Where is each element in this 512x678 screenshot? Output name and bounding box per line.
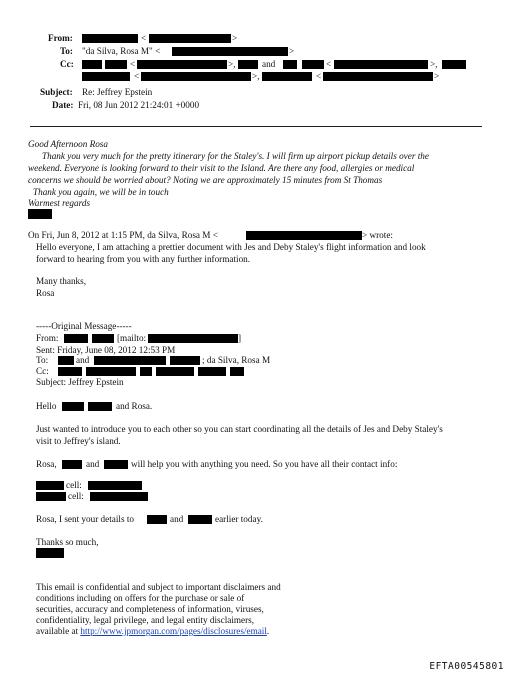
orig-hello: Hello	[36, 401, 57, 411]
from-label: From:	[48, 33, 73, 43]
bracket: <	[141, 33, 147, 43]
quoted-thanks: Many thanks,	[36, 276, 87, 286]
redaction	[148, 334, 238, 343]
orig-to-rest: ; da Silva, Rosa M	[202, 355, 271, 365]
orig-intro: Just wanted to introduce you to each other so you can start coordinating all the details of Jes and Deby Staley's	[36, 424, 443, 434]
cell-label: cell:	[68, 491, 84, 501]
reply-line: Thank you very much for the pretty itinerary for the Staley's. I will firm up airport pickup details over the	[42, 151, 429, 161]
redaction	[147, 515, 167, 524]
bracket: >,	[252, 71, 260, 81]
original-divider: -----Original Message-----	[36, 321, 132, 331]
bracket: >	[434, 71, 440, 81]
redaction	[86, 367, 136, 376]
redaction	[188, 515, 212, 524]
cc-label: Cc:	[60, 59, 74, 69]
redaction	[323, 72, 433, 81]
date-value: Fri, 08 Jun 2012 21:24:01 +0000	[78, 100, 200, 110]
redaction	[246, 231, 362, 240]
disclosures-link[interactable]: http://www.jpmorgan.com/pages/disclosures/email	[80, 626, 267, 636]
reply-line: weekend. Everyone is looking forward to their visit to the Island. Are there any food, allergies or medical	[28, 163, 415, 173]
orig-rosa-help: will help you with anything you need. So you have all their contact info:	[131, 459, 398, 469]
orig-sent: Sent: Friday, June 08, 2012 12:53 PM	[36, 345, 176, 355]
disclaimer-last-line	[36, 626, 269, 637]
to-label: To:	[60, 46, 73, 56]
to-value: "da Silva, Rosa M" <	[82, 46, 161, 56]
orig-hello-and: and Rosa.	[116, 401, 153, 411]
bracket: <	[326, 59, 332, 69]
subject-label: Subject:	[40, 87, 73, 97]
redaction	[140, 367, 152, 376]
header-divider	[30, 126, 482, 127]
date-label: Date:	[52, 100, 74, 110]
orig-to-and: and	[76, 355, 90, 365]
bracket: <	[134, 71, 140, 81]
reply-closing: Warmest regards	[28, 198, 91, 208]
redaction	[198, 367, 226, 376]
redaction	[283, 60, 297, 69]
redaction	[64, 334, 88, 343]
redaction	[58, 356, 74, 365]
cell-label: cell:	[66, 480, 82, 490]
reply-greeting: Good Afternoon Rosa	[28, 139, 108, 149]
quoted-intro-suffix: > wrote:	[362, 230, 393, 240]
orig-sent-and: and	[170, 514, 184, 524]
disclaimer-line: conditions including on offers for the purchase or sale of	[36, 593, 245, 603]
disclaimer-prefix: available at	[36, 626, 81, 636]
bracket: >,	[228, 59, 236, 69]
document-id: EFTA00545801	[429, 661, 504, 672]
redaction	[88, 481, 142, 490]
orig-mailto-end: ]	[238, 333, 242, 343]
subject-value: Re: Jeffrey Epstein	[82, 87, 153, 97]
redaction	[334, 60, 428, 69]
orig-thanks: Thanks so much,	[36, 537, 99, 547]
redaction	[82, 60, 102, 69]
redacted-signature	[28, 209, 52, 219]
redaction	[62, 460, 82, 469]
redaction	[104, 460, 128, 469]
bracket: <	[130, 59, 136, 69]
redaction	[36, 492, 66, 501]
redacted-signature	[36, 548, 64, 558]
reply-line: Thank you again, we will be in touch	[33, 187, 169, 197]
redaction	[141, 72, 251, 81]
redaction	[90, 492, 148, 501]
redaction	[137, 60, 227, 69]
bracket: >,	[430, 59, 438, 69]
orig-rosa-and: and	[86, 459, 100, 469]
redaction	[92, 334, 114, 343]
redaction	[172, 47, 288, 56]
redaction	[62, 402, 84, 411]
orig-rosa: Rosa,	[36, 459, 57, 469]
redaction	[94, 356, 166, 365]
orig-cc-label: Cc:	[36, 366, 49, 376]
redaction	[170, 356, 200, 365]
redaction	[88, 402, 112, 411]
redaction	[230, 367, 244, 376]
bracket: >	[289, 46, 295, 56]
orig-sent-details: Rosa, I sent your details to	[36, 514, 134, 524]
cc-and: and	[262, 59, 276, 69]
bracket: >	[232, 33, 238, 43]
redaction	[302, 60, 324, 69]
orig-to-label: To:	[36, 355, 49, 365]
redaction	[82, 72, 130, 81]
disclaimer-suffix: .	[266, 626, 270, 636]
orig-intro: visit to Jeffrey's island.	[36, 436, 121, 446]
quoted-name: Rosa	[36, 288, 55, 298]
redaction	[156, 367, 194, 376]
orig-from-label: From:	[36, 333, 59, 343]
orig-subject: Subject: Jeffrey Epstein	[36, 377, 124, 387]
bracket: <	[316, 71, 322, 81]
orig-mailto: [mailto:	[117, 333, 147, 343]
redaction	[238, 60, 258, 69]
disclaimer-line: securities, accuracy and completeness of information, viruses,	[36, 604, 264, 614]
redaction	[105, 60, 127, 69]
orig-sent-today: earlier today.	[215, 514, 263, 524]
quoted-body: Hello everyone, I am attaching a prettier document with Jes and Deby Staley's flight information and look	[36, 242, 426, 252]
quoted-intro: On Fri, Jun 8, 2012 at 1:15 PM, da Silva, Rosa M <	[28, 230, 218, 240]
redaction	[82, 34, 138, 43]
redaction	[36, 481, 64, 490]
quoted-body: forward to hearing from you with any further information.	[36, 254, 251, 264]
redaction	[149, 34, 231, 43]
redaction	[442, 60, 466, 69]
reply-line: concerns we should be worried about? Noting we are approximately 15 minutes from St Thomas	[28, 175, 383, 185]
redaction	[262, 72, 312, 81]
disclaimer-line: This email is confidential and subject to important disclaimers and	[36, 582, 281, 592]
disclaimer-line: confidentiality, legal privilege, and legal entity disclaimers,	[36, 615, 255, 625]
redaction	[58, 367, 82, 376]
